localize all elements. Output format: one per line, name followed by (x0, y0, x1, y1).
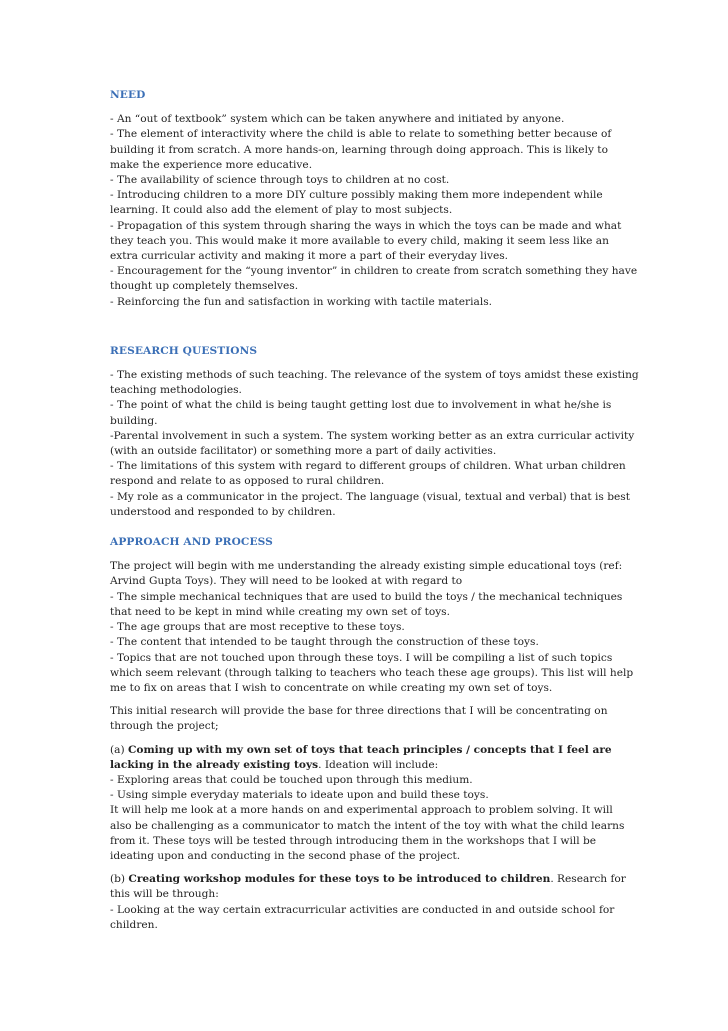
item-a-prefix: (a) (110, 743, 128, 756)
approach-line: - The content that intended to be taught through the construction of these toys. (110, 636, 539, 649)
item-b-prefix: (b) (110, 873, 129, 886)
need-line: learning. It could also add the element of play to most subjects. (110, 204, 453, 217)
approach-item-a (110, 743, 625, 865)
research-line: -Parental involvement in such a system. The system working better as an extra curricular activity (110, 429, 635, 442)
item-a-title-line (110, 758, 622, 773)
need-line: building it from scratch. A more hands-on, learning through doing approach. This is likely to (110, 143, 608, 156)
research-line: building. (110, 414, 158, 427)
approach-line: - Topics that are not touched upon through these toys. I will be compiling a list of such topics (110, 651, 613, 664)
item-b-line: this will be through: (110, 888, 219, 901)
approach-line: which seem relevant (through talking to teachers who teach these age groups). This list will help (110, 666, 634, 679)
approach-paragraph-1 (110, 559, 634, 696)
research-questions-heading: RESEARCH QUESTIONS (110, 344, 258, 357)
item-a-bold-1: Coming up with my own set of toys that teach principles / concepts that I feel are (127, 743, 612, 756)
research-line: respond and relate to as opposed to rural children. (110, 475, 385, 488)
research-line: - The point of what the child is being taught getting lost due to involvement in what he/she is (110, 399, 612, 412)
approach-heading: APPROACH AND PROCESS (110, 536, 273, 549)
need-heading: NEED (110, 89, 146, 101)
item-a-line: - Using simple everyday materials to ideate upon and build these toys. (110, 789, 489, 802)
research-line: (with an outside facilitator) or something more a part of daily activities. (110, 445, 497, 458)
approach-line: me to fix on areas that I wish to concentrate on while creating my own set of toys. (110, 681, 553, 694)
approach-item-b (110, 872, 626, 933)
need-line: - The availability of science through toys to children at no cost. (110, 174, 450, 187)
item-b-title-line (110, 872, 626, 887)
item-b-after-bold: . Research for (550, 873, 626, 886)
document-page (110, 88, 639, 933)
research-line: - My role as a communicator in the project. The language (visual, textual and verbal) that is best (110, 490, 630, 503)
need-line: thought up completely themselves. (110, 280, 299, 293)
approach-line: - The age groups that are most receptive to these toys. (110, 621, 405, 634)
item-b-line: children. (110, 918, 158, 931)
approach-line: that need to be kept in mind while creating my own set of toys. (110, 605, 450, 618)
need-line: - Reinforcing the fun and satisfaction in working with tactile materials. (110, 295, 493, 308)
item-a-line: - Exploring areas that could be touched upon through this medium. (110, 773, 473, 786)
item-a-line: from it. These toys will be tested through introducing them in the workshops that I will be (110, 834, 597, 847)
need-line: - An “out of textbook” system which can be taken anywhere and initiated by anyone. (110, 113, 565, 126)
need-line: - Propagation of this system through sharing the ways in which the toys can be made and what (110, 219, 622, 232)
item-a-title-line (110, 743, 622, 758)
approach-paragraph-2 (110, 704, 622, 734)
item-a-line: ideating upon and conducting in the second phase of the project. (110, 849, 461, 862)
item-a-line: It will help me look at a more hands on and experimental approach to problem solving. It will (110, 804, 613, 817)
research-line: teaching methodologies. (110, 384, 242, 397)
need-line: make the experience more educative. (110, 158, 313, 171)
item-b-bold: Creating workshop modules for these toys to be introduced to children (128, 873, 551, 886)
research-line: understood and responded to by children. (110, 505, 336, 518)
approach-line: This initial research will provide the base for three directions that I will be concentrating on (110, 705, 608, 718)
need-line: - The element of interactivity where the child is able to relate to something better because of (110, 128, 612, 141)
approach-line: through the project; (110, 720, 219, 733)
approach-line: - The simple mechanical techniques that are used to build the toys / the mechanical techniques (110, 590, 623, 603)
need-line: they teach you. This would make it more available to every child, making it seem less like an (110, 234, 609, 247)
item-b-line: - Looking at the way certain extracurricular activities are conducted in and outside school for (110, 903, 615, 916)
item-a-after-bold: . Ideation will include: (318, 758, 439, 771)
research-line: - The limitations of this system with regard to different groups of children. What urban children (110, 460, 626, 473)
approach-line: Arvind Gupta Toys). They will need to be looked at with regard to (110, 575, 463, 588)
research-questions-list (110, 368, 639, 520)
need-line: - Encouragement for the “young inventor” in children to create from scratch something they have (110, 265, 638, 278)
need-line: - Introducing children to a more DIY culture possibly making them more independent while (110, 189, 603, 202)
need-line: extra curricular activity and making it more a part of their everyday lives. (110, 250, 509, 263)
approach-line: The project will begin with me understanding the already existing simple educational toys (ref: (110, 560, 623, 573)
research-line: - The existing methods of such teaching. The relevance of the system of toys amidst these existing (110, 369, 639, 382)
item-a-bold-2: lacking in the already existing toys (110, 758, 319, 771)
need-list (110, 112, 638, 310)
item-a-line: also be challenging as a communicator to match the intent of the toy with what the child learns (110, 819, 625, 832)
